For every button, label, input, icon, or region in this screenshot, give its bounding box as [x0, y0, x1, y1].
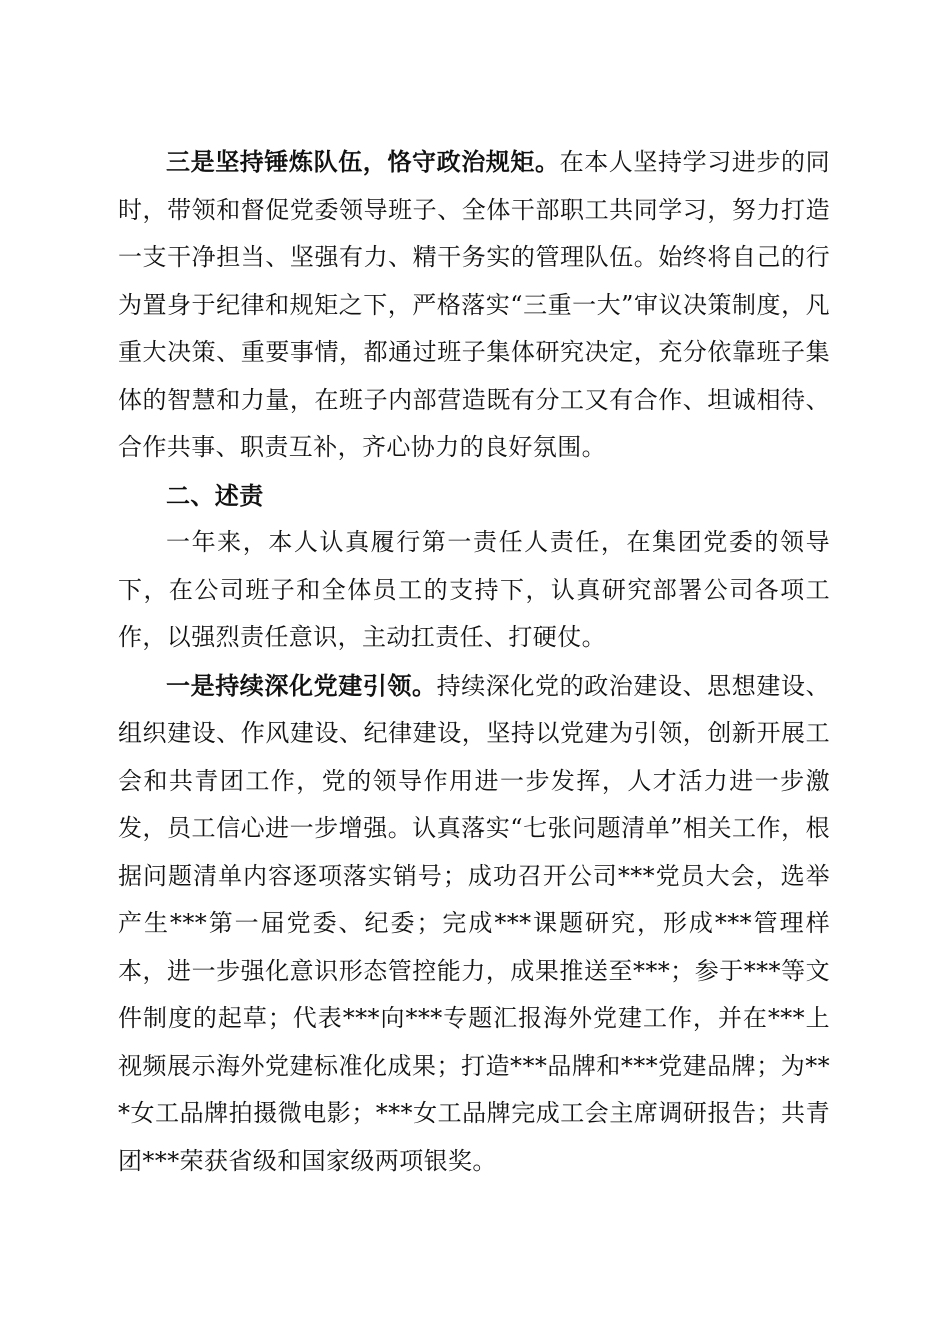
paragraph-party-building	[118, 662, 830, 1186]
paragraph-duty-summary	[118, 519, 830, 662]
paragraph-text: 一年来，本人认真履行第一责任人责任，在集团党委的领导下，在公司班子和全体员工的支持下，认真研究部署公司各项工作，以强烈责任意识，主动扛责任、打硬仗。	[118, 528, 830, 651]
section-heading: 二、述责	[166, 480, 264, 510]
paragraph-lead: 三是坚持锤炼队伍，恪守政治规矩。	[166, 147, 560, 176]
document-body	[118, 138, 830, 1185]
paragraph-team-building	[118, 138, 830, 472]
paragraph-text: 在本人坚持学习进步的同时，带领和督促党委领导班子、全体干部职工共同学习，努力打造一支干净担当、坚强有力、精干务实的管理队伍。始终将自己的行为置身于纪律和规矩之下，严格落实“三重一大”审议决策制度，凡重大决策、重要事情，都通过班子集体研究决定，充分依靠班子集体的智慧和力量，在班子内部营造既有分工又有合作、坦诚相待、合作共事、职责互补，齐心协力的良好氛围。	[118, 148, 830, 461]
paragraph-lead: 一是持续深化党建引领。	[166, 670, 437, 700]
paragraph-text: 持续深化党的政治建设、思想建设、组织建设、作风建设、纪律建设，坚持以党建为引领，创新开展工会和共青团工作，党的领导作用进一步发挥，人才活力进一步激发，员工信心进一步增强。认真落实“七张问题清单”相关工作，根据问题清单内容逐项落实销号；成功召开公司***党员大会，选举产生***第一届党委、纪委；完成***课题研究，形成***管理样本，进一步强化意识形态管控能力，成果推送至***；参于***等文件制度的起草；代表***向***专题汇报海外党建工作，并在***上视频展示海外党建标准化成果；打造***品牌和***党建品牌；为***女工品牌拍摄微电影；***女工品牌完成工会主席调研报告；共青团***荣获省级和国家级两项银奖。	[118, 671, 830, 1175]
